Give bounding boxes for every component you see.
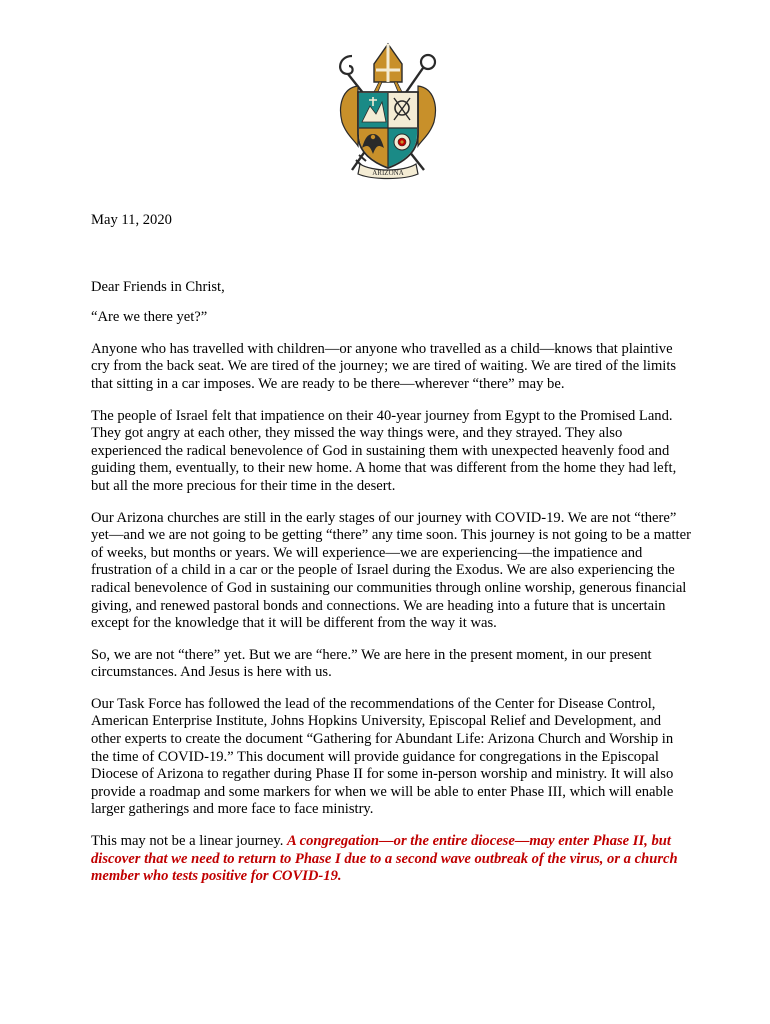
paragraph-6-lead: This may not be a linear journey.	[91, 833, 288, 850]
paragraph-1: Anyone who has travelled with children—or anyone who travelled as a child—knows that plaintive cry from the back seat. We are tired of the journey; we are tired of waiting. We are tired of the limits that sitting in a car imposes. We are ready to be there—wherever “there” may be.	[91, 340, 677, 392]
salutation: Dear Friends in Christ,	[91, 278, 225, 295]
paragraph-6-emphasis: A congregation—or the entire diocese—may enter Phase II, but discover that we need to return to Phase I due to a second wave outbreak of the virus, or a church member who tests positive for COVID-19.	[91, 833, 678, 885]
paragraph-6	[91, 833, 691, 886]
opening-question: “Are we there yet?”	[91, 309, 208, 326]
mitre-icon	[373, 44, 403, 94]
paragraph-4: So, we are not “there” yet. But we are “here.” We are here in the present moment, in our present circumstances. And Jesus is here with us.	[91, 646, 652, 681]
letter-body	[91, 212, 691, 900]
diocese-crest-logo	[332, 42, 444, 180]
paragraph-3: Our Arizona churches are still in the early stages of our journey with COVID-19. We are not “there” yet—and we are not going to be getting “there” any time soon. This journey is not going to be a matter of weeks, but months or years. We will experience—we are experiencing—the impatience and frustration of a child in a car or the people of Israel during the Exodus. We are also experiencing the radical benevolence of God in sustaining our communities through online worship, generous financial giving, and renewed pastoral bonds and connections. We are heading into a future that is uncertain except for the knowledge that it will be different from the way it was.	[91, 509, 691, 632]
shield-icon	[358, 92, 418, 168]
seal-text: ARIZONA	[372, 169, 404, 177]
paragraph-5: Our Task Force has followed the lead of the recommendations of the Center for Disease Control, American Enterprise Institute, Johns Hopkins University, Episcopal Relief and Development, and other experts to create the document “Gathering for Abundant Life: Arizona Church and Worship in the time of COVID-19.” This document will provide guidance for congregations in the Episcopal Diocese of Arizona to regather during Phase II for some in-person worship and ministry. It will also provide a roadmap and some markers for when we will be able to enter Phase III, which will enable larger gatherings and more face to face ministry.	[91, 695, 674, 818]
letter-date: May 11, 2020	[91, 212, 172, 228]
paragraph-2: The people of Israel felt that impatience on their 40-year journey from Egypt to the Promised Land. They got angry at each other, they missed the way things were, and they strayed. They also experienced the radical benevolence of God in sustaining them with unexpected heavenly food and guiding them, eventually, to their new home. A home that was different from the home they had left, but all the more precious for their time in the desert.	[91, 407, 677, 494]
